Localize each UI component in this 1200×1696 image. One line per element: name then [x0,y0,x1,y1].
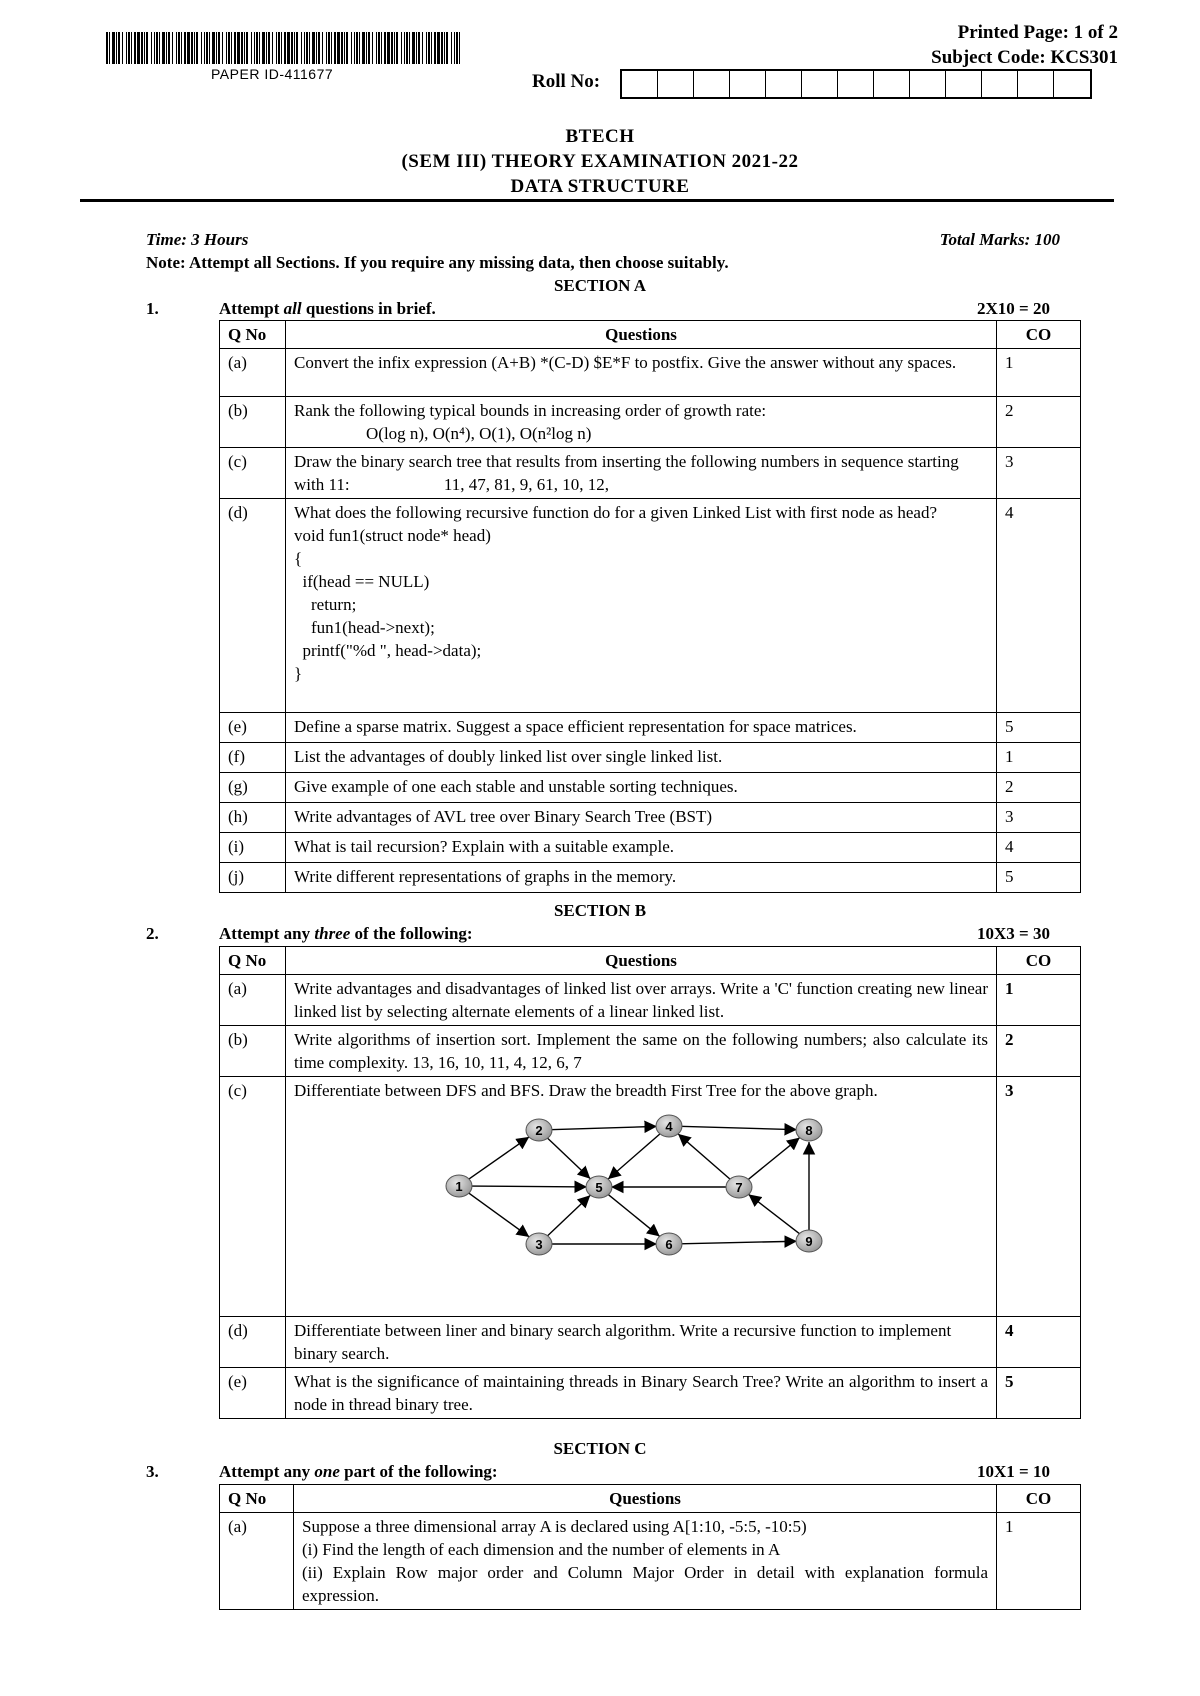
barcode-bar [234,32,236,64]
barcode-bar [368,32,370,64]
total-marks: Total Marks: 100 [939,230,1060,249]
barcode-bar [241,32,243,64]
table-row [220,833,1081,863]
graph-node [586,1176,612,1198]
co: 2 [997,773,1081,803]
co: 2 [997,397,1081,448]
col-questions: Questions [286,321,997,349]
qno: (d) [220,1317,286,1368]
barcode-bar [159,32,160,64]
subject-title: DATA STRUCTURE [510,176,690,197]
table-row [220,448,1081,499]
qno: (e) [220,713,286,743]
co: 3 [997,803,1081,833]
barcode-bar [354,32,355,64]
question-stem: Differentiate between DFS and BFS. Draw the breadth First Tree for the above graph. [294,1081,878,1100]
question-instruction: Attempt any three of the following: [219,924,473,943]
barcode-bar [178,32,180,64]
barcode-bar [131,32,132,64]
barcode-bar [451,32,452,64]
question-text [286,499,997,713]
barcode-bar [212,32,215,64]
barcode-bar [206,32,208,64]
barcode-bar [109,32,110,64]
barcode-bar [278,32,280,64]
question-number: 1. [146,299,159,318]
barcode-bar [356,32,358,64]
col-co: CO [997,321,1081,349]
graph-edge [680,1126,797,1129]
qno: (f) [220,743,286,773]
co: 5 [997,1368,1081,1419]
table-row [220,1077,1081,1317]
barcode-bar [437,32,440,64]
section-c-table [219,1484,1081,1610]
graph-node [726,1176,752,1198]
graph-edge [468,1137,529,1180]
barcode-bar [222,32,223,64]
table-row [220,1026,1081,1077]
header-divider [80,199,1114,202]
barcode-bar [394,32,395,64]
barcode-bar [444,32,445,64]
roll-no-box[interactable] [658,71,694,97]
qno: (b) [220,1026,286,1077]
graph-node-label: 6 [665,1237,673,1252]
subject-code: Subject Code: KCS301 [931,47,1118,68]
table-header [220,1485,1081,1513]
code-line: void fun1(struct node* head) [294,526,491,545]
question-number: 3. [146,1462,159,1481]
barcode-bar [187,32,190,64]
barcode-bar [376,32,377,64]
barcode-bar [204,32,205,64]
barcode-bar [176,32,177,64]
question-stem: What does the following recursive function do for a given Linked List with first node as head? [294,503,937,522]
barcode-bar [404,32,405,64]
co: 1 [997,743,1081,773]
graph-edge [547,1195,590,1236]
barcode-bar [112,32,115,64]
roll-no-box[interactable] [838,71,874,97]
table-row [220,499,1081,713]
question-text [286,1077,997,1317]
barcode-bar [328,32,330,64]
barcode-bar [231,32,232,64]
co: 3 [997,1077,1081,1317]
barcode-bar [154,32,155,64]
barcode-bar [259,32,260,64]
barcode-bar [337,32,340,64]
barcode-bar [351,32,352,64]
barcode-bar [372,32,373,64]
barcode-bar [151,32,152,64]
barcode-bar [384,32,386,64]
roll-no-box[interactable] [802,71,838,97]
barcode-bar [268,32,270,64]
barcode-bar [126,32,127,64]
table-header [220,947,1081,975]
graph-node [656,1233,682,1255]
graph-edge [547,1138,590,1179]
barcode-bar [201,32,202,64]
barcode-bar [287,32,290,64]
barcode-bar [304,32,305,64]
barcode-bar [251,32,252,64]
exam-header [0,124,1200,199]
graph-node-label: 4 [665,1119,673,1134]
co: 4 [997,833,1081,863]
section-marks: 10X1 = 10 [977,1462,1050,1481]
co: 2 [997,1026,1081,1077]
barcode-bar [309,32,310,64]
barcode-bar [181,32,182,64]
barcode-bar [316,32,317,64]
question-text: Differentiate between liner and binary search algorithm. Write a recursive function to implement binary search. [286,1317,997,1368]
question-text: Convert the infix expression (A+B) *(C-D) $E*F to postfix. Give the answer without any spaces. [286,349,997,397]
roll-no-box[interactable] [874,71,910,97]
table-row [220,803,1081,833]
barcode-bar [418,32,420,64]
barcode-bar [431,32,432,64]
barcode-bar [146,32,148,64]
barcode-bar [412,32,415,64]
graph-node-label: 5 [595,1180,603,1195]
barcode-bar [196,32,198,64]
barcode-bar [209,32,210,64]
barcode-bar [162,32,165,64]
qno: (i) [220,833,286,863]
table-row [220,397,1081,448]
co: 1 [997,1513,1081,1610]
col-co: CO [997,947,1081,975]
barcode-bar [184,32,186,64]
question-stem: Draw the binary search tree that results from inserting the following numbers in sequence starting with 11: [294,452,959,494]
barcode-bar [137,32,140,64]
code-line: { [294,549,303,568]
roll-no-boxes[interactable] [620,69,1092,99]
barcode-bar [216,32,217,64]
graph-edge [470,1186,587,1187]
roll-no-box[interactable] [910,71,946,97]
barcode-bar [344,32,345,64]
barcode-bar [166,32,167,64]
barcode-bar [128,32,130,64]
qno: (d) [220,499,286,713]
table-row [220,713,1081,743]
number-sequence: 11, 47, 81, 9, 61, 10, 12, [443,475,609,494]
graph-edge [550,1126,657,1129]
graph-node [526,1233,552,1255]
table-row [220,1368,1081,1419]
qno: (g) [220,773,286,803]
degree: BTECH [565,126,635,147]
co: 5 [997,863,1081,893]
barcode-bar [346,32,348,64]
barcode-bar [301,32,302,64]
table-row [220,1513,1081,1610]
graph-node [446,1175,472,1197]
question-text: Write advantages of AVL tree over Binary Search Tree (BST) [286,803,997,833]
co: 1 [997,349,1081,397]
barcode-bar [454,32,455,64]
qno: (c) [220,1077,286,1317]
roll-no-box[interactable] [1018,71,1054,97]
question-line: (ii) Explain Row major order and Column Major Order in detail with explanation formula expression. [302,1563,988,1605]
question-text [294,1513,997,1610]
barcode-bar [322,32,323,64]
barcode-bar [194,32,195,64]
graph-node-label: 8 [805,1123,813,1138]
barcode-bar [144,32,145,64]
note: Note: Attempt all Sections. If you require any missing data, then choose suitably. [146,253,729,272]
barcode-bar [172,32,173,64]
barcode-bar [122,32,123,64]
barcode [106,32,462,64]
graph-node-label: 1 [455,1179,463,1194]
barcode-bar [156,32,158,64]
code-line: fun1(head->next); [294,618,435,637]
barcode-bar [168,32,170,64]
col-qno: Q No [220,321,286,349]
barcode-bar [191,32,193,64]
roll-no-box[interactable] [946,71,982,97]
barcode-bar [426,32,427,64]
barcode-bar [276,32,277,64]
question-stem: Rank the following typical bounds in increasing order of growth rate: [294,401,767,420]
graph-edge [749,1194,801,1234]
table-row [220,975,1081,1026]
question-text: Write algorithms of insertion sort. Implement the same on the following numbers; also calculate its time complexity. 13, 16, 10, 11, 4, 12, 6, 7 [286,1026,997,1077]
co: 1 [997,975,1081,1026]
barcode-bar [312,32,315,64]
question-number: 2. [146,924,159,943]
barcode-bar [422,32,423,64]
col-questions: Questions [286,947,997,975]
barcode-bar [106,32,108,64]
question-instruction: Attempt any one part of the following: [219,1462,498,1481]
barcode-bar [306,32,308,64]
section-c-title: SECTION C [553,1439,647,1458]
co: 4 [997,499,1081,713]
barcode-bar [387,32,390,64]
table-row [220,349,1081,397]
table-header [220,321,1081,349]
code-line: return; [294,595,357,614]
barcode-bar [281,32,282,64]
barcode-bar [141,32,143,64]
barcode-bar [291,32,293,64]
barcode-bar [378,32,380,64]
roll-no-box[interactable] [766,71,802,97]
col-qno: Q No [220,1485,294,1513]
co: 4 [997,1317,1081,1368]
question-text: Write different representations of graphs in the memory. [286,863,997,893]
code-block [294,524,988,685]
barcode-bar [434,32,436,64]
graph-node [526,1119,552,1141]
roll-no-box[interactable] [1054,71,1090,97]
graph-node-label: 7 [735,1180,743,1195]
barcode-bar [334,32,336,64]
barcode-bar [294,32,295,64]
barcode-bar [456,32,458,64]
co: 3 [997,448,1081,499]
graph-node-label: 9 [805,1234,813,1249]
graph-node [796,1119,822,1141]
barcode-bar [226,32,227,64]
barcode-bar [246,32,248,64]
graph-node-label: 2 [535,1123,543,1138]
question-line: Suppose a three dimensional array A is declared using A[1:10, -5:5, -10:5) [302,1517,807,1536]
barcode-bar [401,32,402,64]
col-questions: Questions [294,1485,997,1513]
section-a-title: SECTION A [553,276,647,295]
page-info [931,20,1118,70]
time-allowed: Time: 3 Hours [146,230,249,249]
graph-edge [608,1194,660,1236]
printed-page: Printed Page: 1 of 2 [957,22,1118,43]
section-b-table [219,946,1081,1419]
question-line: (i) Find the length of each dimension and the number of elements in A [302,1540,781,1559]
barcode-bar [254,32,255,64]
table-row [220,743,1081,773]
qno: (e) [220,1368,286,1419]
barcode-bar [284,32,286,64]
roll-no-box[interactable] [982,71,1018,97]
paper-id: PAPER ID-411677 [211,66,334,82]
qno: (a) [220,1513,294,1610]
barcode-bar [266,32,267,64]
barcode-bar [341,32,343,64]
barcode-bar [218,32,220,64]
table-row [220,1317,1081,1368]
question-instruction: Attempt all questions in brief. [219,299,436,318]
roll-no-box[interactable] [622,71,658,97]
col-qno: Q No [220,947,286,975]
barcode-bar [416,32,417,64]
section-marks: 10X3 = 30 [977,924,1050,943]
qno: (a) [220,349,286,397]
barcode-bar [296,32,298,64]
barcode-bar [396,32,398,64]
qno: (c) [220,448,286,499]
barcode-bar [428,32,430,64]
question-text: List the advantages of doubly linked list over single linked list. [286,743,997,773]
growth-bounds: O(log n), O(n⁴), O(1), O(n²log n) [366,424,592,443]
qno: (b) [220,397,286,448]
barcode-bar [366,32,367,64]
barcode-bar [409,32,410,64]
barcode-bar [359,32,360,64]
graph-node [656,1115,682,1137]
roll-no-label: Roll No: [532,71,601,92]
graph-node-label: 3 [535,1237,543,1252]
barcode-bar [391,32,393,64]
barcode-bar [362,32,365,64]
graph-node [796,1230,822,1252]
question-text [286,397,997,448]
barcode-bar [326,32,327,64]
barcode-bar [406,32,408,64]
table-row [220,773,1081,803]
barcode-bar [381,32,382,64]
question-text: Give example of one each stable and unstable sorting techniques. [286,773,997,803]
barcode-bar [237,32,240,64]
barcode-bar [244,32,245,64]
barcode-bar [318,32,320,64]
qno: (a) [220,975,286,1026]
graph-edge [678,1134,731,1180]
question-text [286,448,997,499]
barcode-bar [118,32,120,64]
graph-edge [748,1138,800,1180]
question-text: Write advantages and disadvantages of linked list over arrays. Write a 'C' function creating new linear linked list by selecting alternate elements of a linear linked list. [286,975,997,1026]
exam-title: (SEM III) THEORY EXAMINATION 2021-22 [401,151,799,172]
graph-diagram [439,1114,839,1269]
barcode-bar [262,32,265,64]
barcode-bar [331,32,332,64]
co: 5 [997,713,1081,743]
barcode-bar [228,32,230,64]
question-text: What is tail recursion? Explain with a suitable example. [286,833,997,863]
table-row [220,863,1081,893]
roll-no-box[interactable] [730,71,766,97]
barcode-bar [441,32,443,64]
qno: (j) [220,863,286,893]
graph-edge [608,1133,661,1179]
col-co: CO [997,1485,1081,1513]
code-line: } [294,664,303,683]
code-line: printf("%d ", head->data); [294,641,482,660]
roll-no-box[interactable] [694,71,730,97]
graph-edge [468,1192,529,1236]
section-marks: 2X10 = 20 [977,299,1050,318]
section-a-table [219,320,1081,893]
question-text: What is the significance of maintaining threads in Binary Search Tree? Write an algorithm to insert a node in thread binary tree. [286,1368,997,1419]
barcode-bar [134,32,136,64]
barcode-bar [459,32,460,64]
barcode-bar [256,32,258,64]
barcode-bar [272,32,273,64]
qno: (h) [220,803,286,833]
section-b-title: SECTION B [553,901,647,920]
code-line: if(head == NULL) [294,572,430,591]
barcode-bar [446,32,448,64]
barcode-bar [116,32,117,64]
question-text: Define a sparse matrix. Suggest a space efficient representation for space matrices. [286,713,997,743]
graph-edge [680,1241,797,1244]
